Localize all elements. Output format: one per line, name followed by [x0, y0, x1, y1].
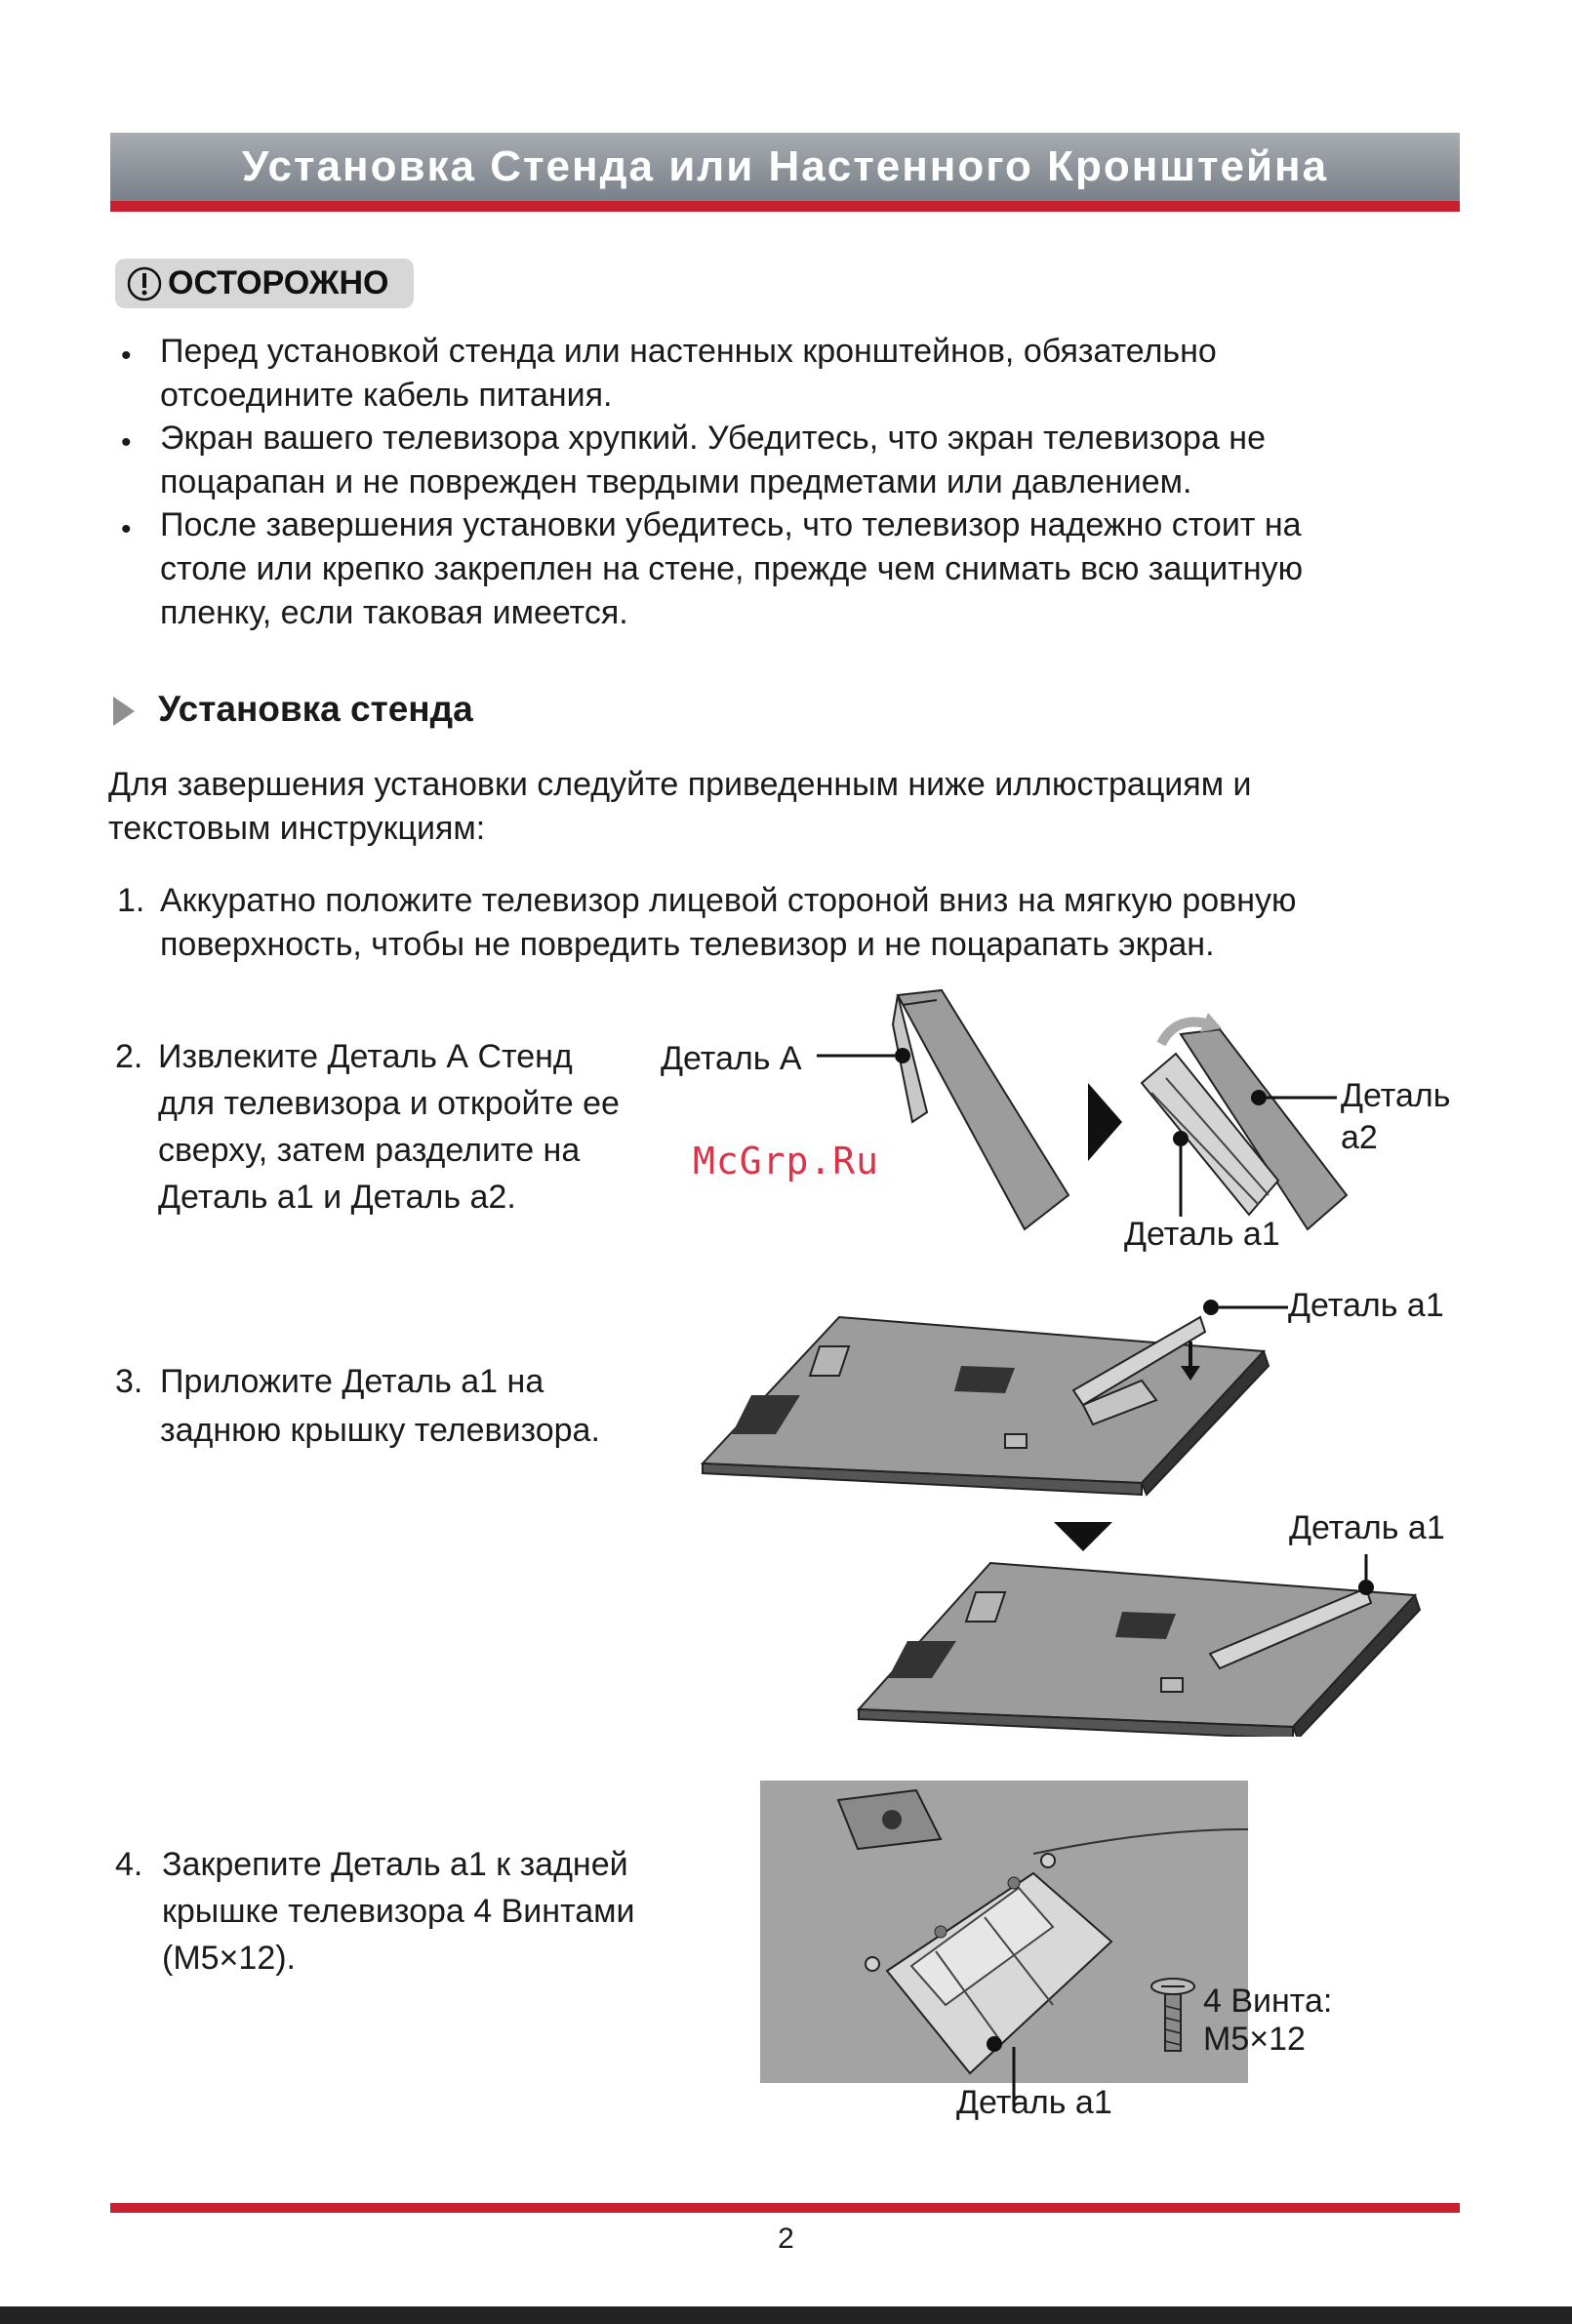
- step-text: Аккуратно положите телевизор лицевой стороной вниз на мягкую ровную: [160, 882, 1297, 919]
- step-number: 2.: [115, 1038, 143, 1075]
- figure-label-part-a2: a2: [1341, 1119, 1378, 1156]
- step-number: 3.: [115, 1363, 143, 1400]
- step-text: Закрепите Деталь а1 к задней: [162, 1846, 628, 1883]
- section-intro: Для завершения установки следуйте приведенным ниже иллюстрациям и: [108, 766, 1252, 803]
- caution-label: ОСТОРОЖНО: [168, 264, 389, 301]
- step-text: Извлеките Деталь А Стенд: [158, 1038, 573, 1075]
- step-text: сверху, затем разделите на: [158, 1132, 581, 1169]
- page-title: Установка Стенда или Настенного Кронштейна: [241, 142, 1329, 190]
- screw-icon: [1148, 1977, 1198, 2055]
- step-text: заднюю крышку телевизора.: [160, 1412, 600, 1449]
- step-number: 1.: [117, 882, 145, 919]
- page-number: 2: [778, 2223, 794, 2255]
- list-item: отсоедините кабель питания.: [160, 377, 613, 414]
- bottom-edge-bar: [0, 2306, 1572, 2324]
- step-text: для телевизора и откройте ее: [158, 1085, 620, 1122]
- section-arrow-icon: [111, 695, 137, 728]
- page-header-banner: [110, 133, 1460, 201]
- list-item: поцарапан и не поврежден твердыми предметами или давлением.: [160, 463, 1192, 501]
- figure-label-screws: 4 Винта:: [1203, 1983, 1333, 2020]
- bullet-dot: •: [121, 513, 132, 545]
- step-text: Приложите Деталь а1 на: [160, 1363, 544, 1400]
- caution-badge: [115, 259, 414, 308]
- step-text: Деталь а1 и Деталь а2.: [158, 1179, 516, 1216]
- watermark: McGrp.Ru: [693, 1140, 880, 1182]
- figure-label-part-a1: Деталь a1: [1289, 1509, 1445, 1546]
- footer-accent-line: [110, 2203, 1460, 2213]
- step-number: 4.: [115, 1846, 143, 1883]
- figure-label-part-a1: Деталь a1: [1288, 1287, 1444, 1324]
- figure-label-part-a2: Деталь: [1341, 1077, 1451, 1114]
- step-text: крышке телевизора 4 Винтами: [162, 1893, 635, 1930]
- bullet-dot: •: [121, 426, 132, 459]
- figure-label-part-a: Деталь А: [661, 1040, 802, 1077]
- bullet-dot: •: [121, 340, 132, 372]
- caution-icon: [125, 264, 164, 303]
- figure-label-part-a1: Деталь a1: [956, 2084, 1112, 2121]
- list-item: пленку, если таковая имеется.: [160, 594, 628, 631]
- section-intro: текстовым инструкциям:: [108, 810, 486, 847]
- figure-label-screws: M5×12: [1203, 2021, 1306, 2058]
- section-title: Установка стенда: [158, 689, 473, 729]
- figure-label-part-a1: Деталь a1: [1124, 1216, 1280, 1253]
- list-item: Перед установкой стенда или настенных кронштейнов, обязательно: [160, 333, 1217, 370]
- list-item: столе или крепко закреплен на стене, прежде чем снимать всю защитную: [160, 550, 1304, 587]
- list-item: После завершения установки убедитесь, что телевизор надежно стоит на: [160, 506, 1302, 543]
- tv-back-figure: [693, 1278, 1473, 1737]
- list-item: Экран вашего телевизора хрупкий. Убедитесь, что экран телевизора не: [160, 420, 1266, 457]
- step-text: поверхность, чтобы не повредить телевизор и не поцарапать экран.: [160, 926, 1215, 963]
- header-accent-line: [110, 201, 1460, 212]
- step-text: (M5×12).: [162, 1940, 296, 1977]
